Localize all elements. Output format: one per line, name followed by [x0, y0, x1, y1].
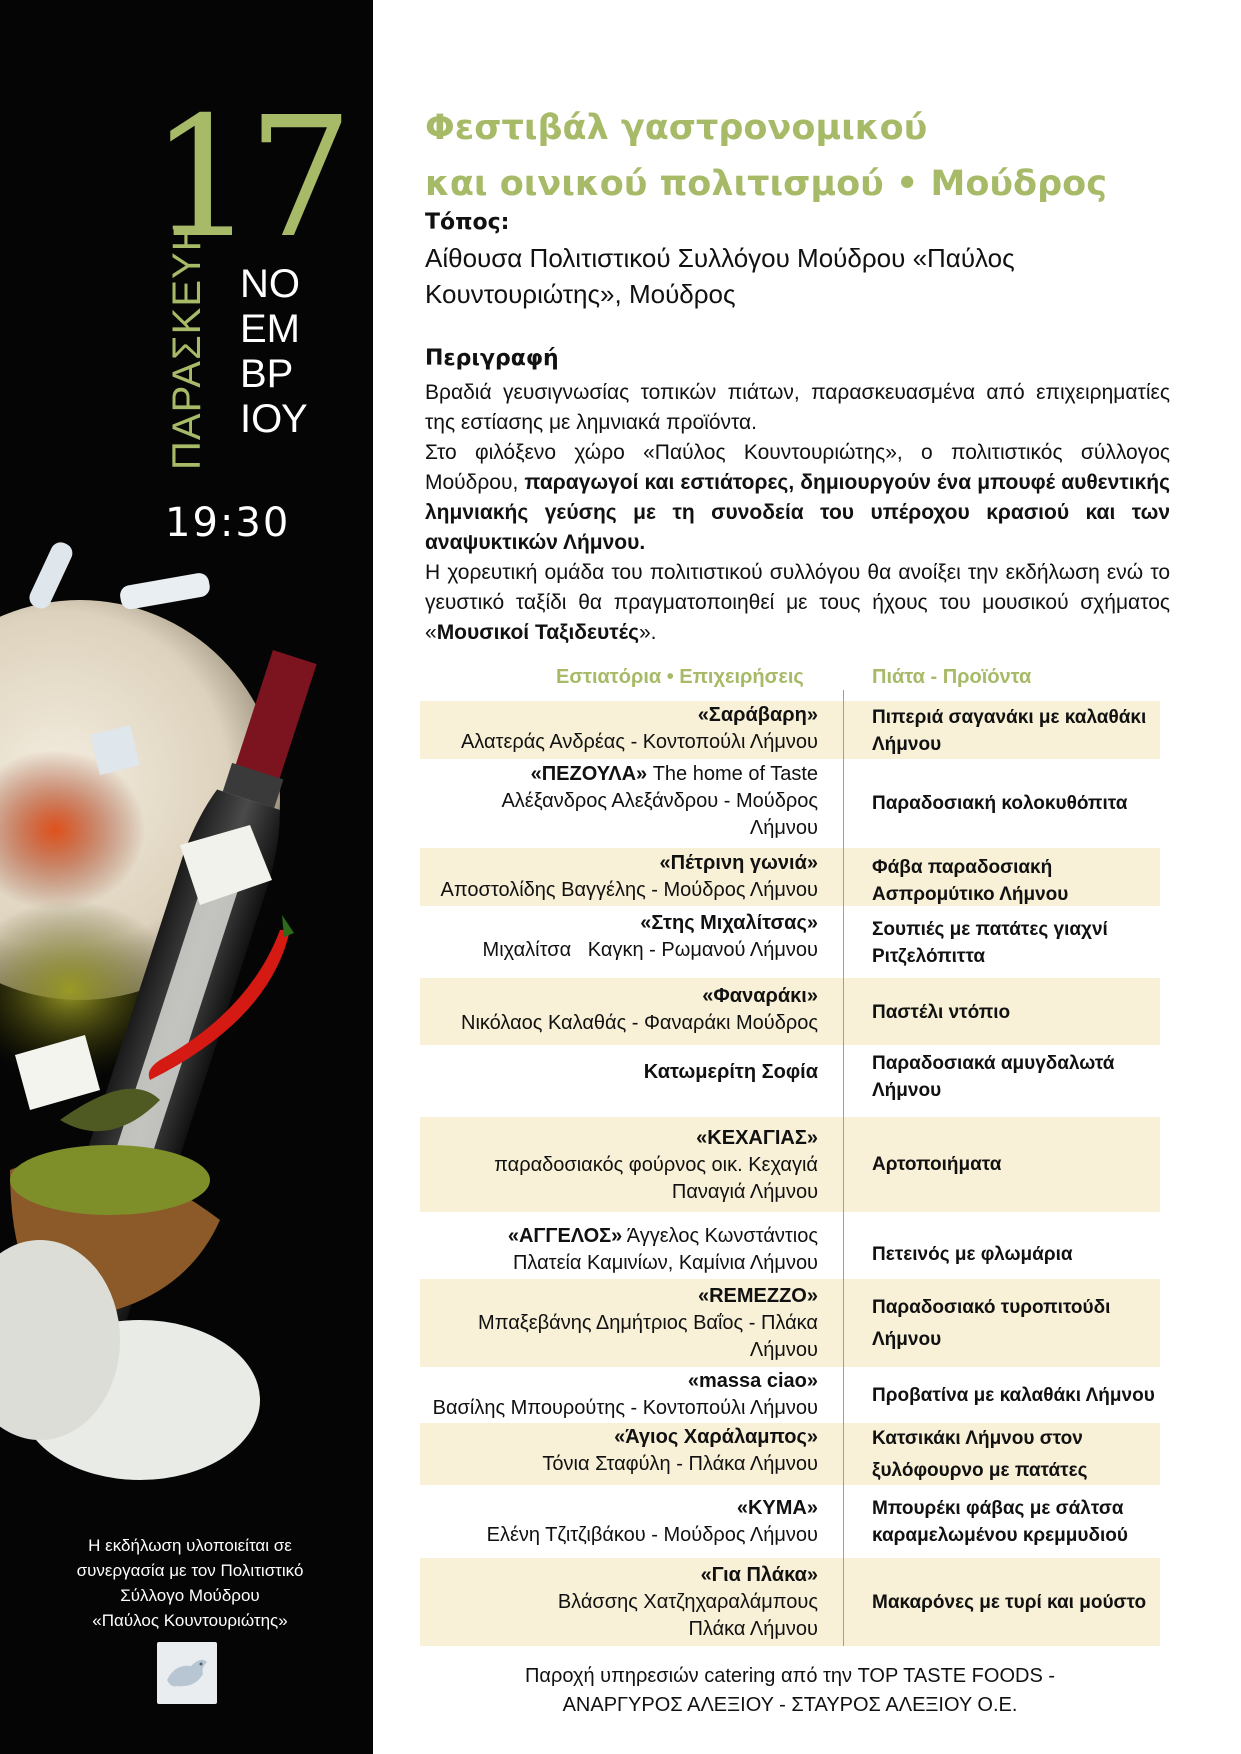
business-name: «massa ciao» — [687, 1370, 818, 1392]
dish-cell — [872, 1292, 1162, 1356]
business-cell — [420, 1562, 818, 1643]
business-name: «ΑΓΓΕΛΟΣ» — [507, 1225, 623, 1247]
description-paragraph: Βραδιά γευσιγνωσίας τοπικών πιάτων, παρασκευασμένα από επιχειρηματίες της εστίασης με λημνιακά προϊόντα. — [425, 381, 1170, 434]
table-row — [420, 759, 1160, 848]
dish-cell — [872, 1241, 1162, 1268]
month-line: ΒΡ — [240, 352, 294, 396]
description-text — [425, 378, 1170, 648]
description-text-span: ». — [639, 621, 657, 644]
description-heading: Περιγραφή — [425, 346, 559, 371]
description-bold-span: Μουσικοί Ταξιδευτές — [436, 621, 639, 644]
dish-cell — [872, 1382, 1162, 1409]
column-divider — [843, 690, 844, 1646]
cooperation-line: Η εκδήλωση υλοποιείται σε — [88, 1536, 292, 1555]
dish-cell — [872, 1495, 1162, 1549]
table-row — [420, 906, 1160, 978]
table-row — [420, 848, 1160, 906]
business-name: «Πέτρινη γωνιά» — [659, 852, 818, 874]
description-paragraph — [425, 558, 1170, 648]
cooperation-note — [40, 1533, 340, 1633]
dish-line: Παραδοσιακό τυροπιτούδι — [872, 1297, 1111, 1318]
table-header-dishes: Πιάτα - Προϊόντα — [872, 666, 1032, 688]
table-row — [420, 1045, 1160, 1117]
business-cell — [420, 761, 818, 842]
business-detail: Παναγιά Λήμνου — [671, 1181, 818, 1203]
business-name: «Φαναράκι» — [702, 985, 818, 1007]
title-line: και οινικού πολιτισμού • Μούδρος — [425, 164, 1107, 204]
business-detail: Βασίλης Μπουρούτης - Κοντοπούλι Λήμνου — [432, 1397, 818, 1419]
business-detail: Νικόλαος Καλαθάς - Φαναράκι Μούδρος — [461, 1012, 818, 1034]
business-subtitle: Άγγελος Κωνστάντιος — [622, 1225, 818, 1247]
dish-line: Παραδοσιακή κολοκυθόπιτα — [872, 793, 1128, 814]
business-detail: Ελένη Τζιτζιβάκου - Μούδρος Λήμνου — [486, 1524, 818, 1546]
month-line: ΕΜ — [240, 307, 300, 351]
description-bold-span: παραγωγοί και εστιάτορες, δημιουργούν ένα μπουφέ αυθεντικής λημνιακής γεύσης με τη συνοδεία του υπέροχου κρασιού και των αναψυκτικών Λήμνου. — [425, 471, 1170, 554]
footer-line: ΑΝΑΡΓΥΡΟΣ ΑΛΕΞΙΟΥ - ΣΤΑΥΡΟΣ ΑΛΕΞΙΟΥ Ο.Ε. — [562, 1694, 1018, 1716]
title-line: Φεστιβάλ γαστρονομικού — [425, 108, 928, 148]
dish-line: Αρτοποιήματα — [872, 1154, 1002, 1175]
dish-line: Φάβα παραδοσιακή — [872, 857, 1053, 878]
table-row — [420, 978, 1160, 1045]
event-day: 17 — [150, 82, 346, 275]
dish-line: Πετεινός με φλωμάρια — [872, 1244, 1073, 1265]
festival-title — [425, 100, 1107, 212]
table-row — [420, 1367, 1160, 1423]
dish-cell — [872, 916, 1162, 970]
month-line: ΙΟΥ — [240, 397, 308, 441]
dish-cell — [872, 854, 1162, 908]
business-detail: Βλάσσης Χατζηχαραλάμπους — [557, 1591, 818, 1613]
dish-line: Παραδοσιακά αμυγδαλωτά — [872, 1053, 1115, 1074]
dish-cell — [872, 1050, 1162, 1104]
business-detail: Πλάκα Λήμνου — [688, 1618, 818, 1640]
dish-line: Προβατίνα με καλαθάκι Λήμνου — [872, 1385, 1155, 1406]
business-detail: παραδοσιακός φούρνος οικ. Κεχαγιά — [494, 1154, 818, 1176]
table-row — [420, 1558, 1160, 1646]
dish-cell — [872, 704, 1162, 758]
dish-cell — [872, 1423, 1162, 1487]
dish-line: Πιπεριά σαγανάκι με καλαθάκι — [872, 707, 1147, 728]
dish-cell — [872, 1151, 1162, 1178]
dish-line: Σουπιές με πατάτες γιαχνί — [872, 919, 1108, 940]
event-month — [240, 262, 308, 442]
catering-footer — [420, 1662, 1160, 1720]
business-cell — [420, 1223, 818, 1277]
dish-line: Παστέλι ντόπιο — [872, 1002, 1011, 1023]
business-detail: Μιχαλίτσα Καγκη - Ρωμανού Λήμνου — [482, 939, 818, 961]
business-cell — [420, 1424, 818, 1478]
business-name: «ΠΕΖΟΥΛΑ» — [530, 763, 648, 785]
dish-cell — [872, 1589, 1162, 1616]
business-cell — [420, 1368, 818, 1422]
business-detail: Αλέξανδρος Αλεξάνδρου - Μούδρος — [501, 790, 818, 812]
place-line: Κουντουριώτης», Μούδρος — [425, 279, 736, 309]
dish-cell — [872, 790, 1162, 817]
business-name: «Άγιος Χαράλαμπος» — [614, 1426, 818, 1448]
month-line: ΝΟ — [240, 262, 300, 306]
business-detail: Αποστολίδης Βαγγέλης - Μούδρος Λήμνου — [440, 879, 818, 901]
food-wine-illustration — [0, 520, 373, 1520]
business-name: «Στης Μιχαλίτσας» — [640, 912, 818, 934]
table-header-businesses: Εστιατόρια • Επιχειρήσεις — [556, 666, 804, 688]
dish-line: Λήμνου — [872, 1329, 942, 1350]
business-subtitle: The home of Taste — [647, 763, 818, 785]
dish-line: Μακαρόνες με τυρί και μούστο — [872, 1592, 1147, 1613]
dish-line: Μπουρέκι φάβας με σάλτσα — [872, 1498, 1124, 1519]
dove-logo-icon — [157, 1642, 217, 1704]
business-detail: Λήμνου — [749, 1339, 818, 1361]
dish-line: Λήμνου — [872, 1080, 942, 1101]
business-cell — [420, 983, 818, 1037]
business-detail: Τόνια Σταφύλη - Πλάκα Λήμνου — [542, 1453, 818, 1475]
table-row — [420, 1279, 1160, 1367]
table-row — [420, 701, 1160, 759]
business-name: «Σαράβαρη» — [697, 704, 818, 726]
business-name: «ΚΕΧΑΓΙΑΣ» — [696, 1127, 818, 1149]
place-text — [425, 240, 1065, 312]
dish-line: Ασπρομύτικο Λήμνου — [872, 884, 1069, 905]
business-cell — [420, 1495, 818, 1549]
business-detail: Αλατεράς Ανδρέας - Κοντοπούλι Λήμνου — [460, 731, 818, 753]
business-detail: Λήμνου — [749, 817, 818, 839]
cooperation-line: συνεργασία με τον Πολιτιστικό — [76, 1561, 304, 1580]
business-cell — [420, 1125, 818, 1206]
cooperation-line: «Παύλος Κουντουριώτης» — [92, 1611, 288, 1630]
place-heading: Τόπος: — [425, 210, 510, 235]
dish-cell — [872, 999, 1162, 1026]
table-row — [420, 1485, 1160, 1558]
business-name: Κατωμερίτη Σοφία — [643, 1061, 818, 1083]
business-name: «REMEZZO» — [697, 1285, 818, 1307]
business-detail: Πλατεία Καμινίων, Καμίνια Λήμνου — [512, 1252, 818, 1274]
business-cell — [420, 910, 818, 964]
dish-line: Κατσικάκι Λήμνου στον — [872, 1428, 1083, 1449]
business-name: «Για Πλάκα» — [700, 1564, 818, 1586]
business-cell — [420, 850, 818, 904]
event-time: 19:30 — [165, 500, 291, 546]
description-text-span: Η χορευτική ομάδα του πολιτιστικού συλλόγου θα ανοίξει την εκδήλωση ενώ το γευστικό ταξίδι θα πραγματοποιηθεί με τους ήχους του μουσικού σχήματος « — [425, 561, 1170, 644]
event-weekday: ΠΑΡΑΣΚΕΥΗ — [165, 221, 209, 470]
table-row — [420, 1423, 1160, 1485]
sidebar-panel — [0, 0, 373, 1754]
dish-line: καραμελωμένου κρεμμυδιού — [872, 1525, 1128, 1546]
business-name: «ΚΥΜΑ» — [736, 1497, 818, 1519]
table-row — [420, 1212, 1160, 1279]
description-text-span: Στο φιλόξενο χώρο «Παύλος Κουντουριώτης», ο πολιτιστικός σύλλογος Μούδρου, — [425, 441, 1170, 494]
business-detail: Μπαξεβάνης Δημήτριος Βαΐος - Πλάκα — [478, 1312, 818, 1334]
business-cell — [420, 1059, 818, 1086]
dish-line: ξυλόφουρνο με πατάτες — [872, 1460, 1088, 1481]
description-paragraph — [425, 438, 1170, 558]
dish-line: Λήμνου — [872, 734, 942, 755]
table-row — [420, 1117, 1160, 1212]
business-cell — [420, 1283, 818, 1364]
dish-line: Ριτζελόπιττα — [872, 946, 986, 967]
place-line: Αίθουσα Πολιτιστικού Συλλόγου Μούδρου «Παύλος — [425, 243, 1015, 273]
business-cell — [420, 702, 818, 756]
footer-line: Παροχή υπηρεσιών catering από την TOP TASTE FOODS - — [524, 1665, 1056, 1687]
cooperation-line: Σύλλογο Μούδρου — [120, 1586, 260, 1605]
